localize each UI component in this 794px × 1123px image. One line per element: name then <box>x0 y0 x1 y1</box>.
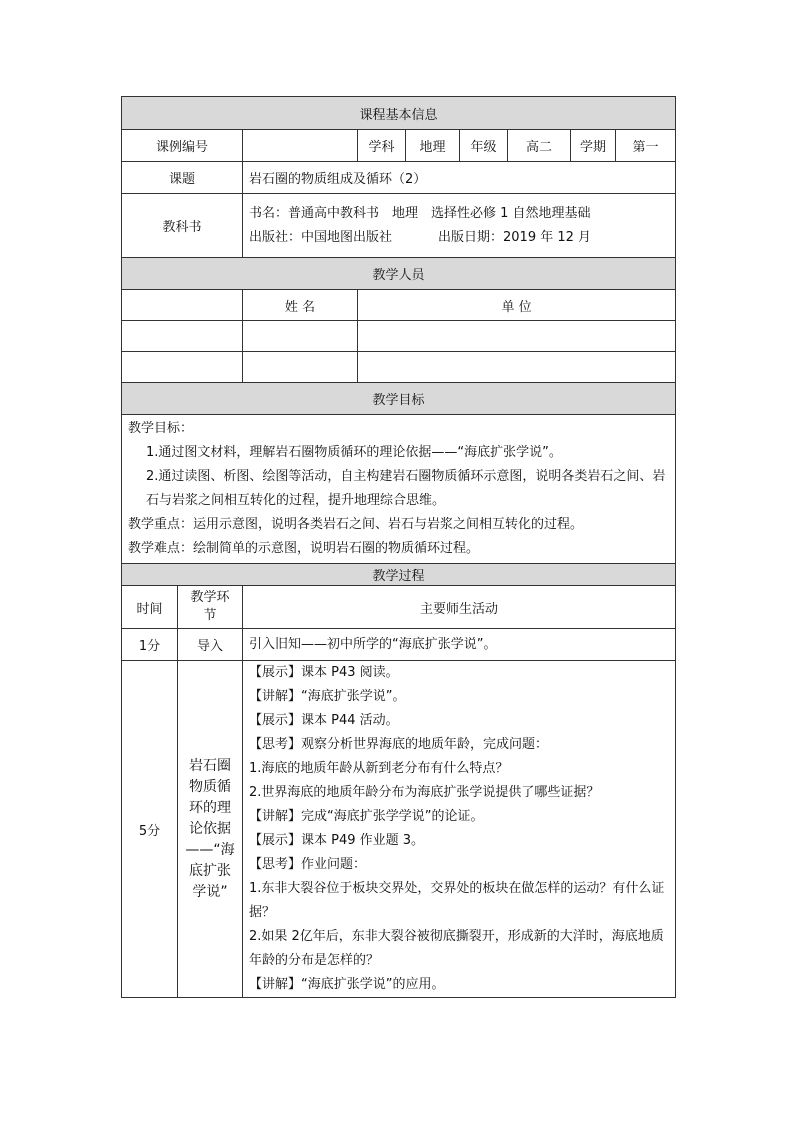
staff-name <box>243 321 358 352</box>
stage-header: 教学环节 <box>178 586 243 629</box>
goal-2-text: 2.通过读图、析图、绘图等活动，自主构建岩石圈物质循环示意图，说明各类岩石之间、岩石与岩浆之间相互转化的过程，提升地理综合思维。 <box>146 469 666 508</box>
staff-row-label <box>122 352 243 383</box>
staff-unit <box>358 321 676 352</box>
case-number-label: 课例编号 <box>122 130 243 162</box>
activity-line: 2.世界海底的地质年龄分布为海底扩张学说提供了哪些证据？ <box>249 785 600 800</box>
textbook-label: 教科书 <box>122 194 243 258</box>
goals-label: 教学目标： <box>128 421 194 436</box>
process-time: 5分 <box>122 661 178 998</box>
process-stage: 导入 <box>178 629 243 661</box>
staff-row <box>122 352 676 383</box>
grade-value: 高二 <box>508 130 571 162</box>
case-number-value <box>243 130 358 162</box>
publisher: 出版社：中国地图出版社 <box>249 229 393 245</box>
activity-line: 【讲解】“海底扩张学说”。 <box>249 689 406 704</box>
activity-line: 引入旧知——初中所学的“海底扩张学说”。 <box>249 636 497 652</box>
staff-corner-cell <box>122 290 243 321</box>
staff-name-header: 姓 名 <box>243 290 358 321</box>
term-label: 学期 <box>571 130 616 162</box>
goals-content <box>122 415 676 564</box>
activity-line: 【讲解】完成“海底扩张学学说”的论证。 <box>249 809 484 824</box>
activity-line: 【思考】观察分析世界海底的地质年龄，完成问题： <box>249 737 549 752</box>
textbook-name: 书名：普通高中教科书 地理 选择性必修 1 自然地理基础 <box>249 205 591 221</box>
staff-unit <box>358 352 676 383</box>
subject-value: 地理 <box>406 130 460 162</box>
topic-value: 岩石圈的物质组成及循环（2） <box>243 162 676 194</box>
goal-1: 1.通过图文材料，理解岩石圈物质循环的理论依据——“海底扩张学说”。 <box>146 445 562 460</box>
key-point: 教学重点：运用示意图，说明各类岩石之间、岩石与岩浆之间相互转化的过程。 <box>128 517 584 532</box>
process-activities <box>243 661 676 998</box>
textbook-info <box>243 194 676 258</box>
topic-label: 课题 <box>122 162 243 194</box>
activity-line: 1.海底的地质年龄从新到老分布有什么特点？ <box>249 761 509 776</box>
staff-unit-header: 单 位 <box>358 290 676 321</box>
section-header-process: 教学过程 <box>122 564 676 586</box>
activity-line: 【思考】作业问题： <box>249 857 367 872</box>
activity-line: 【展示】课本 P44 活动。 <box>249 713 399 728</box>
term-value: 第一 <box>616 130 676 162</box>
staff-row-label <box>122 321 243 352</box>
difficulty: 教学难点：绘制简单的示意图，说明岩石圈的物质循环过程。 <box>128 541 480 556</box>
activity-header: 主要师生活动 <box>243 586 676 629</box>
section-header-goals: 教学目标 <box>122 383 676 415</box>
textbook-publication <box>249 226 669 250</box>
goal-2 <box>128 465 669 513</box>
activity-line: 2.如果 2亿年后，东非大裂谷被彻底撕裂开，形成新的大洋时，海底地质年龄的分布是怎样的？ <box>249 929 664 968</box>
process-stage: 岩石圈物质循环的理论依据——“海底扩张学说” <box>178 661 243 998</box>
lesson-plan-table <box>121 96 676 998</box>
time-header: 时间 <box>122 586 178 629</box>
process-row <box>122 629 676 661</box>
process-time: 1分 <box>122 629 178 661</box>
activity-line: 【展示】课本 P43 阅读。 <box>249 665 399 680</box>
section-header-basic-info: 课程基本信息 <box>122 97 676 130</box>
activity-line: 【展示】课本 P49 作业题 3。 <box>249 833 425 848</box>
section-header-staff: 教学人员 <box>122 258 676 290</box>
staff-row <box>122 321 676 352</box>
staff-name <box>243 352 358 383</box>
grade-label: 年级 <box>460 130 508 162</box>
process-row <box>122 661 676 998</box>
process-activities <box>243 629 676 661</box>
publication-date: 出版日期：2019 年 12 月 <box>438 229 592 245</box>
activity-line: 1.东非大裂谷位于板块交界处，交界处的板块在做怎样的运动？有什么证据？ <box>249 881 665 920</box>
activity-line: 【讲解】“海底扩张学说”的应用。 <box>249 977 445 992</box>
subject-label: 学科 <box>358 130 406 162</box>
